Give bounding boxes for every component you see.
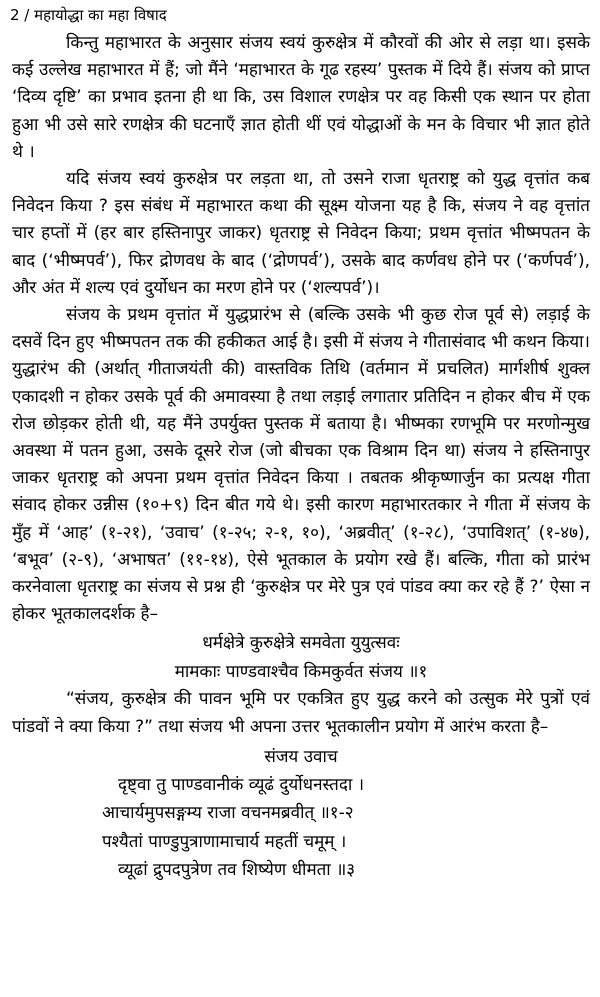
verse-1-line-2: मामकाः पाण्डवाश्चैव किमकुर्वत संजय ॥१ [174, 661, 428, 682]
paragraph-3: संजय के प्रथम वृत्तांत में युद्धप्रारंभ से (बल्कि उसके भी कुछ रोज पूर्व से) लड़ाई के दसवें दिन हुए भीष्मपतन तक की हकीकत आई है। इसी में संजय ने गीतासंवाद भी कथन किया। युद्धारंभ की (अर्थात् गीताजयंती की) वास्तविक तिथि (वर्तमान में प्रचलित) मार्गशीर्ष शुक्ल एकादशी न होकर उसके पूर्व की अमावस्या है तथा लड़ाई लगातार प्रतिदिन न होकर बीच में एक रोज छोड़कर होती थी, यह मैंने उपर्युक्त पुस्तक में बताया है। भीष्मका रणभूमि पर मरणोन्मुख अवस्था में पतन हुआ, उसके दूसरे रोज (जो बीचका एक विश्राम दिन था) संजय ने हस्तिनापुर जाकर धृतराष्ट्र को अपना प्रथम वृत्तांत निवेदन किया । तबतक श्रीकृष्णार्जुन का प्रत्यक्ष गीता संवाद होकर उन्नीस (१०+९) दिन बीत गये थे। इसी कारण महाभारतकार ने गीता में संजय के मुँह में ‘आह’ (१-२१), ‘उवाच’ (१-२५; २-१, १०), ‘अब्रवीत्’ (१-२८), ‘उपाविशत्’ (१-४७), ‘बभूव’ (२-९), ‘अभाषत’ (११-१४), ऐसे भूतकाल के प्रयोग रखे हैं। बल्कि, गीता को प्रारंभ करनेवाला धृतराष्ट्र का संजय से प्रश्न ही ‘कुरुक्षेत्र पर मेरे पुत्र एवं पांडव क्या कर रहे हैं ?’ ऐसा न होकर भूतकालदर्शक है– [12, 305, 590, 625]
paragraph-1: किन्तु महाभारत के अनुसार संजय स्वयं कुरुक्षेत्र में कौरवों की ओर से लड़ा था। इसके कई उल्लेख महाभारत में हैं; जो मैंने ‘महाभारत के गूढ रहस्य’ पुस्तक में दिये हैं। संजय को प्राप्त ‘दिव्य दृष्टि’ का प्रभाव इतना ही था कि, उस विशाल रणक्षेत्र पर वह किसी एक स्थान पर होता हुआ भी उसे सारे रणक्षेत्र की घटनाएँ ज्ञात होती थीं एवं योद्धाओं के मन के विचार भी ज्ञात होते थे । [12, 33, 590, 162]
speaker-heading: संजय उवाच [264, 746, 338, 767]
paragraph-4: “संजय, कुरुक्षेत्र की पावन भूमि पर एकत्रित हुए युद्ध करने को उत्सुक मेरे पुत्रों एवं पांडवों ने क्या किया ?” तथा संजय भी अपना उत्तर भूतकालीन प्रयोग में आरंभ करता है– [12, 689, 590, 737]
paragraph-2: यदि संजय स्वयं कुरुक्षेत्र पर लड़ता था, तो उसने राजा धृतराष्ट्र को युद्ध वृत्तांत कब निवेदन किया ? इस संबंध में महाभारत कथा की सूक्ष्म योजना यह है कि, संजय ने वह वृत्तांत चार हप्तों में (हर बार हस्तिनापुर जाकर) धृतराष्ट्र से निवेदन किया; प्रथम वृत्तांत भीष्मपतन के बाद (‘भीष्मपर्व’), फिर द्रोणवध के बाद (‘द्रोणपर्व’), उसके बाद कर्णवध होने पर (‘कर्णपर्व’), और अंत में शल्य एवं दुर्योधन का मरण होने पर (‘शल्यपर्व’)। [12, 169, 590, 298]
verse-1-line-1: धर्मक्षेत्रे कुरुक्षेत्रे समवेता युयुत्सवः [202, 633, 400, 654]
verse-shloka-1 [12, 629, 590, 686]
verse-2-line-1: दृष्ट्वा तु पाण्डवानीकं व्यूढं दुर्योधनस्तदा । [118, 774, 365, 795]
verse-2-line-3: पश्यैतां पाण्डुपुत्राणामाचार्य महतीं चमूम् । [102, 831, 347, 852]
verse-2-line-2: आचार्यमुपसङ्गम्य राजा वचनमब्रवीत् ॥१-२ [102, 803, 354, 824]
running-head: 2 / महायोद्धा का महा विषाद [10, 6, 167, 24]
verse-2-line-4: व्यूढां द्रुपदपुत्रेण तव शिष्येण धीमता ॥३ [118, 860, 356, 881]
verse-shloka-2 [12, 771, 590, 885]
